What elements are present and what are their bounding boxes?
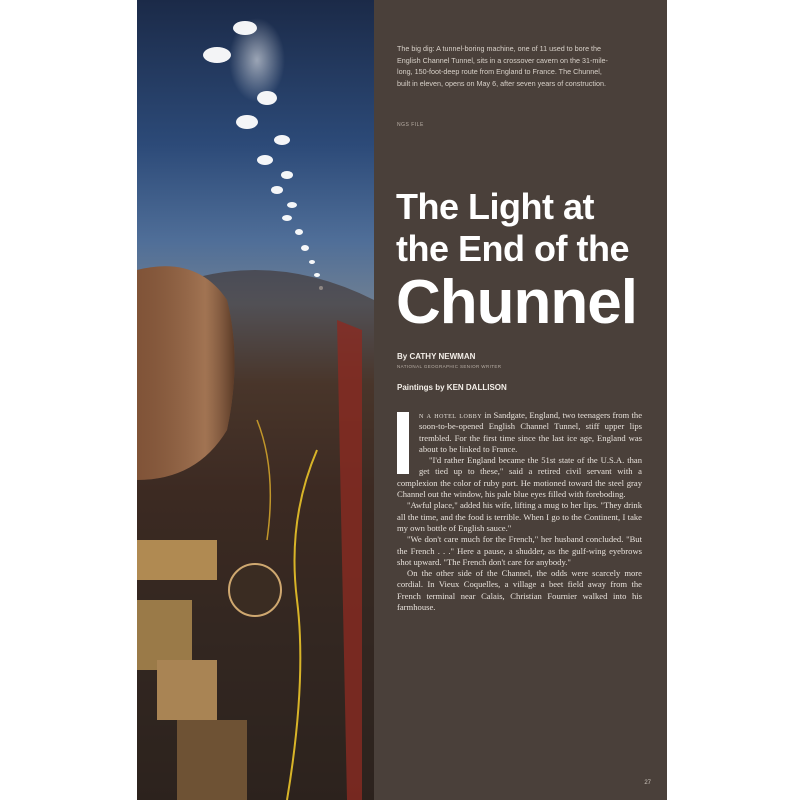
paintings-credit: Paintings by KEN DALLISON (397, 383, 507, 392)
article-panel (374, 0, 667, 800)
paragraph-4: "We don't care much for the French," her husband concluded. "But the French . . ." Here a pause, a shudder, as the gulf-wing eyebrows shot upward. "The French don't care for anybody." (397, 534, 642, 567)
lead-in: n a hotel lobby (419, 410, 483, 420)
author-title: NATIONAL GEOGRAPHIC SENIOR WRITER (397, 364, 502, 369)
paragraph-1-text: in Sandgate, England, two teenagers from the soon-to-be-opened English Channel Tunnel, stiff upper lips trembled. For the first time since the last ice age, England was about to be linked to France. (419, 410, 643, 454)
title-line-1: The Light at (396, 186, 594, 227)
tunnel-boring-machine-photo (137, 0, 374, 800)
paragraph-3: "Awful place," added his wife, lifting a mug to her lips. "They drink all the time, and the food is terrible. When I go to the Continent, I take my own bottle of English sauce." (397, 500, 642, 533)
photo-credit: NGS FILE (397, 122, 424, 128)
article-title (396, 186, 666, 336)
article-body (397, 410, 642, 613)
title-line-2: the End of the (396, 228, 629, 269)
paragraph-2: "I'd rather England became the 51st state of the U.S.A. than get tied up to these," said a retired civil servant with a complexion the color of ruby port. He motioned toward the steel gray Channel out the window, his pale blue eyes filled with foreboding. (397, 455, 642, 500)
drop-cap-I (397, 412, 409, 474)
page-number: 27 (644, 780, 651, 786)
tunnel-photo-illustration (137, 0, 374, 800)
paragraph-1 (397, 410, 642, 455)
magazine-page (137, 0, 667, 800)
paragraph-5: On the other side of the Channel, the odds were scarcely more cordial. In Vieux Coquelles, a village a beet field away from the French terminal near Calais, Christian Fournier walked into his farmhouse. (397, 568, 642, 613)
photo-caption: The big dig: A tunnel-boring machine, one of 11 used to bore the English Channel Tunnel, sits in a crossover cavern on the 31-mile-long, 150-foot-deep route from England to France. The Chunnel, built in eleven, opens on May 6, after seven years of construction. (397, 44, 608, 88)
author-byline: By CATHY NEWMAN (397, 352, 476, 361)
title-line-3: Chunnel (396, 268, 637, 337)
